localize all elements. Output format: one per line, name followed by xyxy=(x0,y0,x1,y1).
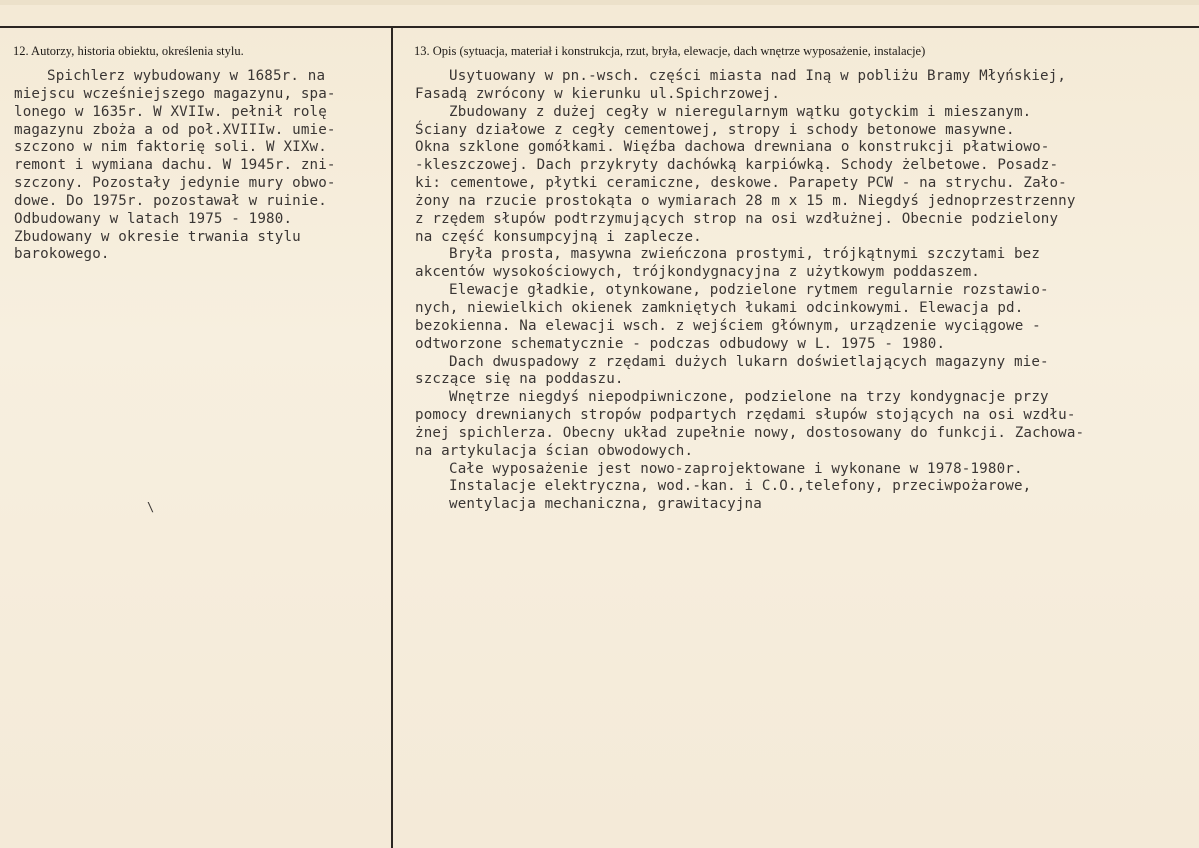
card-top-edge xyxy=(0,0,1199,5)
text-line: remont i wymiana dachu. W 1945r. zni- xyxy=(14,157,336,174)
text-line: akcentów wysokościowych, trójkondygnacyjna z użytkowym poddaszem. xyxy=(415,264,980,281)
text-line: Zbudowany w okresie trwania stylu xyxy=(14,228,301,245)
text-line: szczące się na poddaszu. xyxy=(415,371,624,388)
text-line: nych, niewielkich okienek zamkniętych łukami odcinkowymi. Elewacja pd. xyxy=(415,299,1024,316)
section-13-header: 13. Opis (sytuacja, materiał i konstrukcja, rzut, bryła, elewacje, dach wnętrze wyposażenie, instalacje) xyxy=(414,44,926,58)
section-12-header: 12. Autorzy, historia obiektu, określenia stylu. xyxy=(13,44,244,58)
text-line: Wnętrze niegdyś niepodpiwniczone, podzielone na trzy kondygnacje przy xyxy=(449,389,1049,406)
text-line: bezokienna. Na elewacji wsch. z wejściem głównym, urządzenie wyciągowe - xyxy=(415,317,1041,334)
text-line: Całe wyposażenie jest nowo-zaprojektowane i wykonane w 1978-1980r. xyxy=(449,460,1023,477)
text-line: lonego w 1635r. W XVIIw. pełnił rolę xyxy=(14,103,327,120)
text-line: Zbudowany z dużej cegły w nieregularnym wątku gotyckim i mieszanym. xyxy=(449,103,1032,120)
column-divider xyxy=(391,27,393,848)
text-line: dowe. Do 1975r. pozostawał w ruinie. xyxy=(14,192,327,209)
text-line: na część konsumpcyjną i zaplecze. xyxy=(415,228,702,245)
text-line: Elewacje gładkie, otynkowane, podzielone rytmem regularnie rozstawio- xyxy=(449,282,1049,299)
text-line: Instalacje elektryczna, wod.-kan. i C.O.,telefony, przeciwpożarowe, xyxy=(449,478,1032,495)
top-rule xyxy=(0,26,1199,28)
text-line: żnej spichlerza. Obecny układ zupełnie nowy, dostosowany do funkcji. Zachowa- xyxy=(415,424,1085,441)
text-line: miejscu wcześniejszego magazynu, spa- xyxy=(14,85,336,102)
text-line: Dach dwuspadowy z rzędami dużych lukarn doświetlających magazyny mie- xyxy=(449,353,1049,370)
section-13-text xyxy=(415,68,1084,514)
text-line: ki: cementowe, płytki ceramiczne, deskowe. Parapety PCW - na strychu. Zało- xyxy=(415,175,1067,192)
text-line: Odbudowany w latach 1975 - 1980. xyxy=(14,210,293,227)
stray-mark: \ xyxy=(147,500,155,514)
text-line: Usytuowany w pn.-wsch. części miasta nad Iną w pobliżu Bramy Młyńskiej, xyxy=(449,68,1067,84)
section-12-text xyxy=(14,68,336,264)
text-line: Spichlerz wybudowany w 1685r. na xyxy=(47,68,326,84)
text-line: barokowego. xyxy=(14,246,110,263)
text-line: szczono w nim faktorię soli. W XIXw. xyxy=(14,139,327,156)
text-line: na artykulacja ścian obwodowych. xyxy=(415,442,694,459)
text-line: -kleszczowej. Dach przykryty dachówką karpiówką. Schody żelbetowe. Posadz- xyxy=(415,157,1059,174)
text-line: żony na rzucie prostokąta o wymiarach 28 m x 15 m. Niegdyś jednoprzestrzenny xyxy=(415,192,1076,209)
text-line: pomocy drewnianych stropów podpartych rzędami słupów stojących na osi wzdłu- xyxy=(415,407,1076,424)
text-line: szczony. Pozostały jedynie mury obwo- xyxy=(14,175,336,192)
text-line: wentylacja mechaniczna, grawitacyjna xyxy=(449,496,762,513)
text-line: Ściany działowe z cegły cementowej, stropy i schody betonowe masywne. xyxy=(415,121,1015,138)
text-line: Fasadą zwrócony w kierunku ul.Spichrzowej. xyxy=(415,85,781,102)
text-line: odtworzone schematycznie - podczas odbudowy w L. 1975 - 1980. xyxy=(415,335,946,352)
text-line: z rzędem słupów podtrzymujących strop na osi wzdłużnej. Obecnie podzielony xyxy=(415,210,1059,227)
text-line: magazynu zboża a od poł.XVIIIw. umie- xyxy=(14,121,336,138)
text-line: Bryła prosta, masywna zwieńczona prostymi, trójkątnymi szczytami bez xyxy=(449,246,1041,263)
text-line: Okna szklone gomółkami. Więźba dachowa drewniana o konstrukcji płatwiowo- xyxy=(415,139,1050,156)
